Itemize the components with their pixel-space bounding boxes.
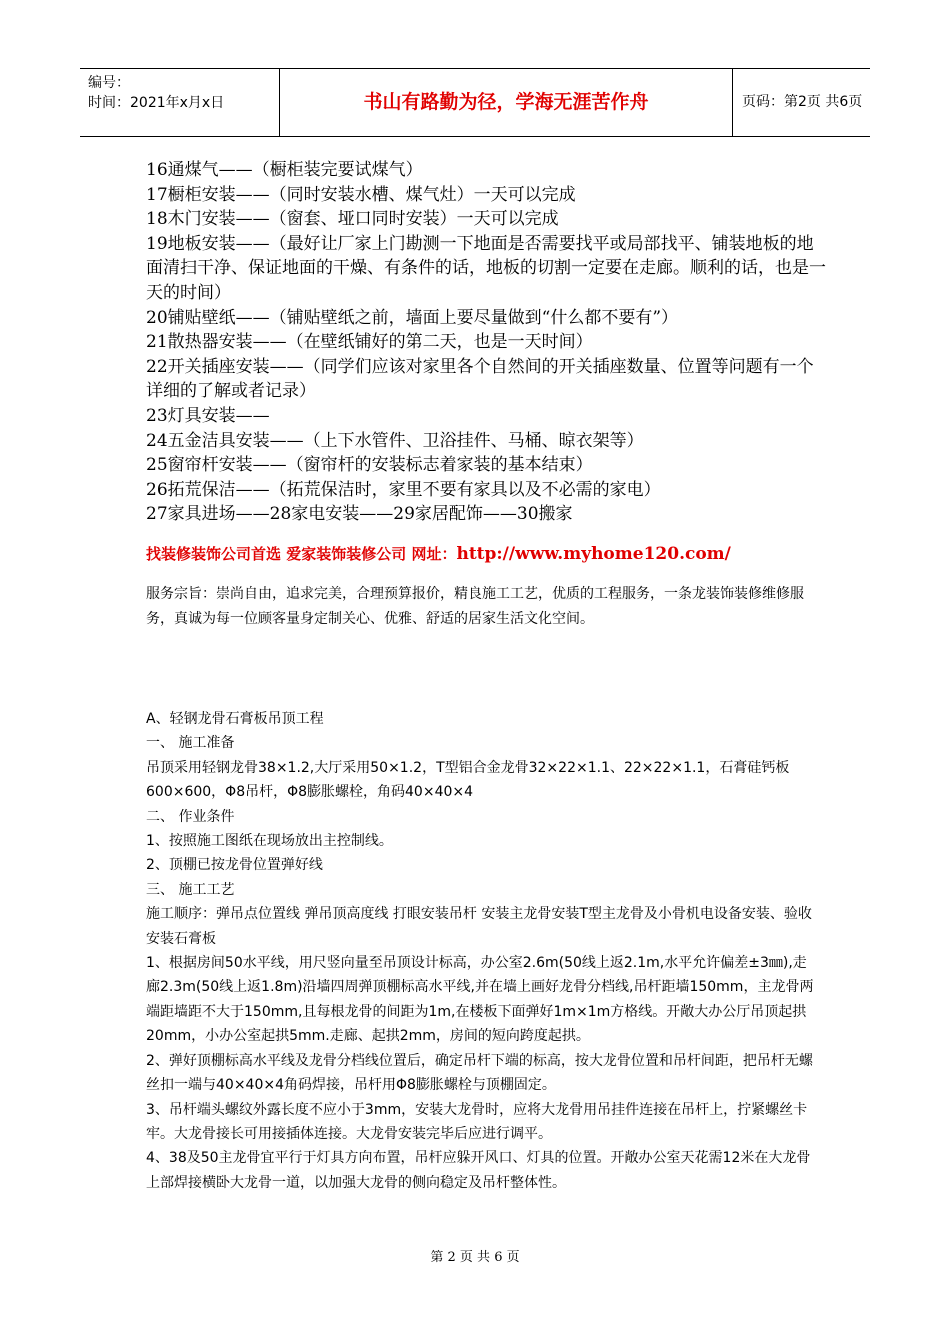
- ceiling-construction-section: [146, 707, 816, 1195]
- section-heading: 三、 施工工艺: [146, 881, 235, 898]
- ad-url-link[interactable]: http://www.myhome120.com/: [456, 544, 731, 564]
- section-heading: 二、 作业条件: [146, 808, 235, 825]
- body-paragraph: 吊顶采用轻钢龙骨38×1.2,大厅采用50×1.2，T型铝合金龙骨32×22×1.1、22×22×1.1，石膏硅钙板600×600，Φ8吊杆，Φ8膨胀螺栓，角码40×40×4: [146, 759, 790, 801]
- step-item: 21散热器安装——（在壁纸铺好的第二天，也是一天时间）: [146, 332, 593, 353]
- advertisement-line: [146, 543, 731, 564]
- page-header: [80, 68, 870, 137]
- step-item: 22开关插座安装——（同学们应该对家里各个自然间的开关插座数量、位置等问题有一个详细的了解或者记录）: [146, 356, 814, 402]
- header-meta: [80, 69, 280, 136]
- section-heading: 一、 施工准备: [146, 735, 235, 752]
- body-paragraph: 3、吊杆端头螺纹外露长度不应小于3mm，安装大龙骨时，应将大龙骨用吊挂件连接在吊杆上，拧紧螺丝卡牢。大龙骨接长可用接插体连接。大龙骨安装完毕后应进行调平。: [146, 1101, 808, 1142]
- body-paragraph: 1、根据房间50水平线，用尺竖向量至吊顶设计标高，办公室2.6m(50线上返2.1m,水平允许偏差±3㎜),走廊2.3m(50线上返1.8m)沿墙四周弹顶棚标高水平线,并在墙上画好龙骨分档线,吊杆距墙150mm，主龙骨两端距墙距不大于150mm,且每根龙骨的间距为1m,在楼板下面弹好1m×1m方格线。开敞大办公厅吊顶起拱20mm，小办公室起拱5mm.走廊、起拱2mm，房间的短向跨度起拱。: [146, 955, 814, 1045]
- step-item: 19地板安装——（最好让厂家上门勘测一下地面是否需要找平或局部找平、铺装地板的地面清扫干净、保证地面的干燥、有条件的话，地板的切割一定要在走廊。顺利的话，也是一天的时间）: [146, 233, 826, 303]
- step-item: 20铺贴壁纸——（铺贴壁纸之前，墙面上要尽量做到“什么都不要有”）: [146, 307, 679, 328]
- ad-text: 找装修装饰公司首选 爱家装饰装修公司 网址：: [146, 545, 457, 563]
- step-item: 27家具进场——28家电安装——29家居配饰——30搬家: [146, 504, 573, 525]
- renovation-steps-list: [146, 158, 826, 527]
- document-number-label: 编号：: [88, 75, 130, 91]
- body-paragraph: 4、38及50主龙骨宜平行于灯具方向布置，吊杆应躲开风口、灯具的位置。开敞办公室天花需12米在大龙骨上部焊接横卧大龙骨一道，以加强大龙骨的侧向稳定及吊杆整体性。: [146, 1150, 811, 1191]
- step-item: 18木门安装——（窗套、垭口同时安装）一天可以完成: [146, 209, 559, 230]
- service-statement: 服务宗旨：崇尚自由，追求完美，合理预算报价，精良施工工艺，优质的工程服务，一条龙装饰装修维修服务，真诚为每一位顾客量身定制关心、优雅、舒适的居家生活文化空间。: [146, 586, 804, 627]
- body-paragraph: 2、顶棚已按龙骨位置弹好线: [146, 857, 323, 874]
- step-item: 25窗帘杆安装——（窗帘杆的安装标志着家装的基本结束）: [146, 455, 593, 476]
- step-item: 24五金洁具安装——（上下水管件、卫浴挂件、马桶、晾衣架等）: [146, 430, 644, 451]
- step-item: 16通煤气——（橱柜装完要试煤气）: [146, 160, 423, 180]
- step-item: 23灯具安装——: [146, 405, 270, 426]
- body-paragraph: 2、弹好顶棚标高水平线及龙骨分档线位置后，确定吊杆下端的标高，按大龙骨位置和吊杆间距，把吊杆无螺丝扣一端与40×40×4角码焊接，吊杆用Φ8膨胀螺栓与顶棚固定。: [146, 1052, 813, 1094]
- step-item: 17橱柜安装——（同时安装水槽、煤气灶）一天可以完成: [146, 184, 576, 205]
- section-title: A、轻钢龙骨石膏板吊顶工程: [146, 711, 324, 727]
- document-date: 时间：2021年x月x日: [88, 95, 225, 111]
- body-paragraph: 施工顺序：弹吊点位置线 弹吊顶高度线 打眼安装吊杆 安装主龙骨安装T型主龙骨及小骨机电设备安装、验收 安装石膏板: [146, 906, 812, 947]
- step-item: 26拓荒保洁——（拓荒保洁时，家里不要有家具以及不必需的家电）: [146, 479, 661, 500]
- page-footer: 第 2 页 共 6 页: [430, 1250, 520, 1265]
- body-paragraph: 1、按照施工图纸在现场放出主控制线。: [146, 833, 393, 850]
- header-motto: 书山有路勤为径，学海无涯苦作舟: [280, 69, 733, 136]
- header-page-number: 页码：第2页 共6页: [742, 94, 863, 110]
